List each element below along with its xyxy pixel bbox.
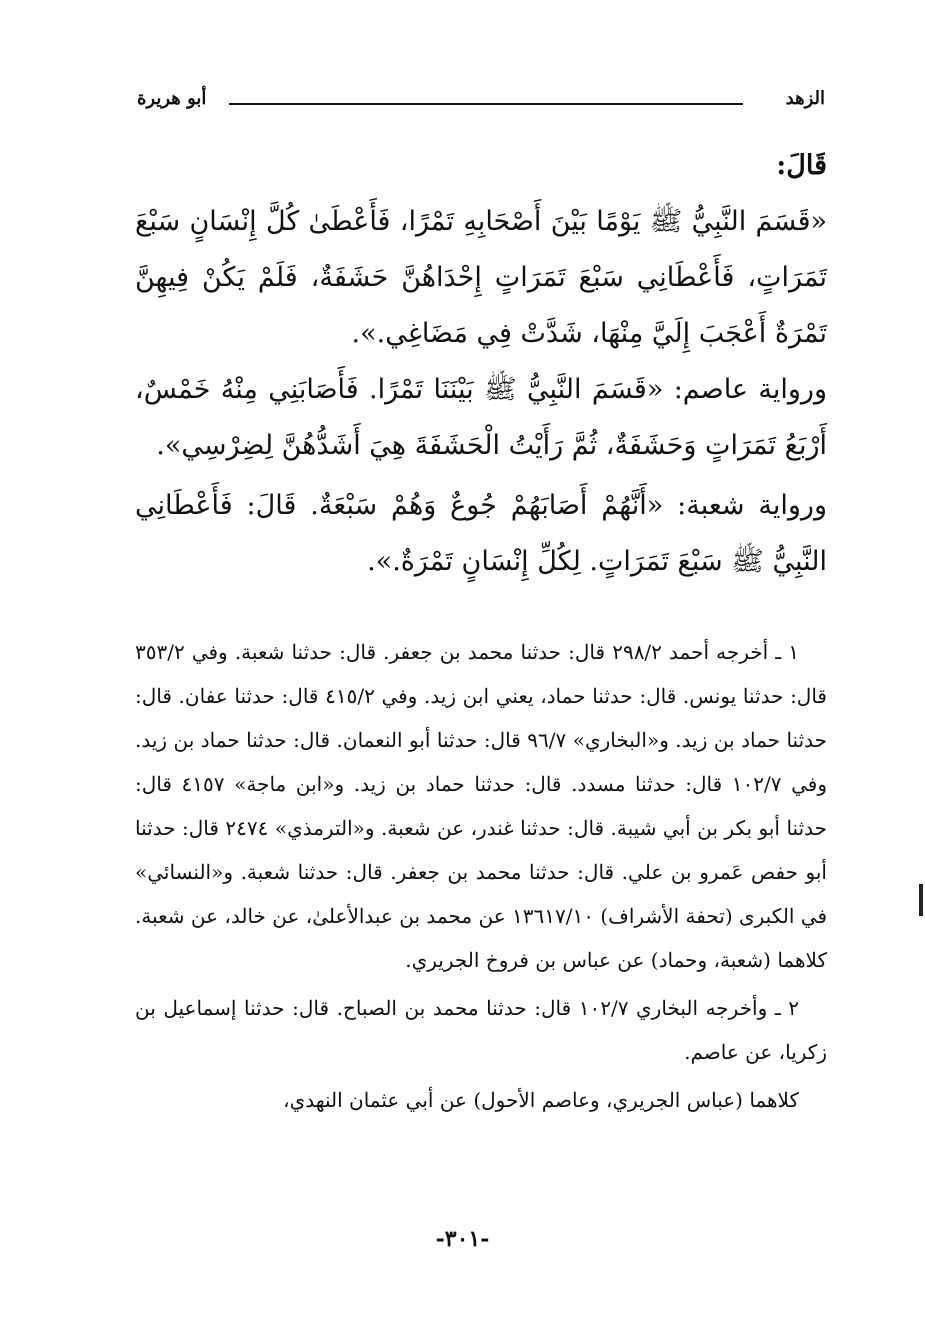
header-rule (229, 103, 743, 105)
footnote-1: ١ ـ أخرجه أحمد ٢٩٨/٢ قال: حدثنا محمد بن جعفر. قال: حدثنا شعبة. وفي ٣٥٣/٢ قال: حدثنا يونس. قال: حدثنا حماد، يعني ابن زيد. وفي ٤١٥/٢ قال: حدثنا عفان. قال: حدثنا حماد بن زيد. و«البخاري» ٩٦/٧ قال: حدثنا أبو النعمان. قال: حدثنا حماد بن زيد. وفي ١٠٢/٧ قال: حدثنا مسدد. قال: حدثنا حماد بن زيد. و«ابن ماجة» ٤١٥٧ قال: حدثنا أبو بكر بن أبي شيبة. قال: حدثنا غندر، عن شعبة. و«الترمذي» ٢٤٧٤ قال: حدثنا أبو حفص عَمرو بن علي. قال: حدثنا محمد بن جعفر. قال: حدثنا شعبة. و«النسائي» في الكبرى (تحفة الأشراف) ١٣٦١٧/١٠ عن محمد بن عبدالأعلىٰ، عن خالد، عن شعبة. كلاهما (شعبة، وحماد) عن عباس بن فروخ الجريري. (135, 640, 828, 972)
hadith-paragraph-3: ورواية شعبة: «أَنَّهُمْ أَصَابَهُمْ جُوعٌ وَهُمْ سَبْعَةٌ. قَالَ: فَأَعْطَانِي النَّبِيُّ ﷺ سَبْعَ تَمَرَاتٍ. لِكُلِّ إِنْسَانٍ تَمْرَةٌ.». (135, 490, 827, 577)
running-header (137, 84, 825, 118)
header-section-title: أبو هريرة (137, 88, 207, 109)
hadith-paragraph-2: ورواية عاصم: «قَسَمَ النَّبِيُّ ﷺ بَيْنَنَا تَمْرًا. فَأَصَابَنِي مِنْهُ خَمْسٌ، أَرْبَعُ تَمَرَاتٍ وَحَشَفَةٌ، ثُمَّ رَأَيْتُ الْحَشَفَةَ هِيَ أَشَدُّهُنَّ لِضِرْسِي». (135, 374, 827, 461)
footnote-3: كلاهما (عباس الجريري، وعاصم الأحول) عن أبي عثمان النهدي، (283, 1088, 799, 1112)
page-number: -٣٠١- (435, 1226, 490, 1252)
footnote-2: ٢ ـ وأخرجه البخاري ١٠٢/٧ قال: حدثنا محمد بن الصباح. قال: حدثنا إسماعيل بن زكريا، عن عاصم. (135, 996, 827, 1064)
footnotes (135, 630, 827, 1122)
hadith-paragraph-1: «قَسَمَ النَّبِيُّ ﷺ يَوْمًا بَيْنَ أَصْحَابِهِ تَمْرًا، فَأَعْطَىٰ كُلَّ إِنْسَانٍ سَبْعَ تَمَرَاتٍ، فَأَعْطَانِي سَبْعَ تَمَرَاتٍ إِحْدَاهُنَّ حَشَفَةٌ، فَلَمْ يَكُنْ فِيهِنَّ تَمْرَةٌ أَعْجَبَ إِلَيَّ مِنْهَا، شَدَّتْ فِي مَضَاغِي.». (135, 206, 827, 349)
main-text (135, 138, 827, 590)
header-book-title: الزهد (785, 88, 825, 109)
qal-heading: قَالَ: (776, 150, 827, 181)
scan-mark (919, 884, 923, 916)
